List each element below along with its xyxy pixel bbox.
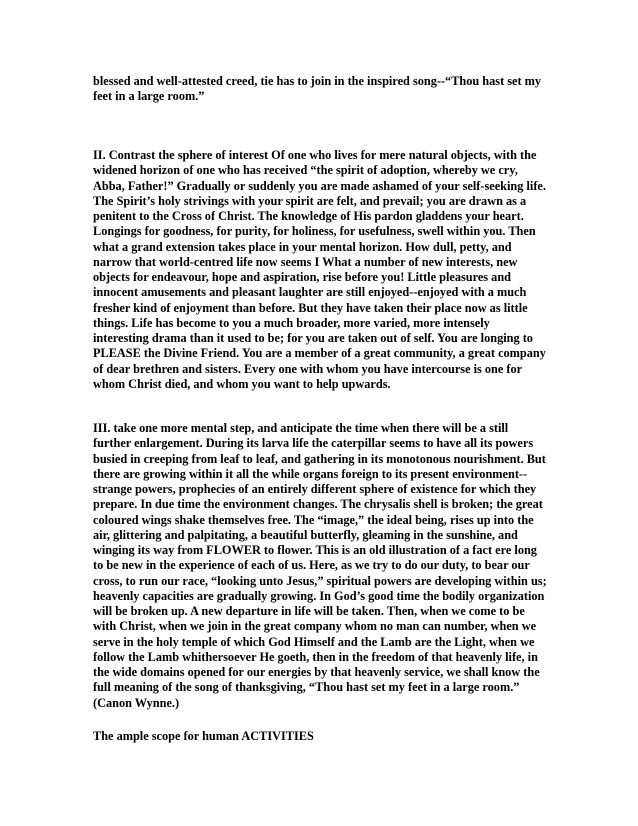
section-heading: The ample scope for human ACTIVITIES <box>93 729 314 743</box>
paragraph-section-iii: III. take one more mental step, and anticipate the time when there will be a still further enlargement. During its larva life the caterpillar seems to have all its powers busied in creeping from leaf to leaf, and gathering in its monotonous nourishment. But there are growing within it all the while organs foreign to its present environment--strange powers, prophecies of an entirely different sphere of existence for which they prepare. In due time the environment changes. The chrysalis shell is broken; the great coloured wings shake themselves free. The “image,” the ideal being, rises up into the air, glittering and palpitating, a beautiful butterfly, gleaming in the sunshine, and winging its way from FLOWER to flower. This is an old illustration of a fact ere long to be new in the experience of each of us. Here, as we try to do our duty, to bear our cross, to run our race, “looking unto Jesus,” spiritual powers are developing within us; heavenly capacities are gradually growing. In God’s good time the bodily organization will be broken up. A new departure in life will be taken. Then, when we come to be with Christ, when we join in the great company whom no man can number, when we serve in the holy temple of which God Himself and the Lamb are the Light, when we follow the Lamb whithersoever He goeth, then in the freedom of that heavenly life, in the wide domains opened for our energies by that heavenly service, we shall know the full meaning of the song of thanksgiving, “Thou hast set my feet in a large room.” (Canon Wynne.) <box>93 421 547 710</box>
paragraph-section-ii: II. Contrast the sphere of interest Of one who lives for mere natural objects, with the widened horizon of one who has received “the spirit of adoption, whereby we cry, Abba, Father!” Gradually or suddenly you are made ashamed of your self-seeking life. The Spirit’s holy strivings with your spirit are felt, and prevail; you are drawn as a penitent to the Cross of Christ. The knowledge of His pardon gladdens your heart. Longings for goodness, for purity, for holiness, for usefulness, swell within you. Then what a grand extension takes place in your mental horizon. How dull, petty, and narrow that world-centred life now seems I What a number of new interests, new objects for endeavour, hope and aspiration, rise before you! Little pleasures and innocent amusements and pleasant laughter are still enjoyed--enjoyed with a much fresher kind of enjoyment than before. But they have taken their place now as little things. Life has become to you a much broader, more varied, more intensely interesting drama than it used to be; for you are taken out of self. You are longing to PLEASE the Divine Friend. You are a member of a great community, a great company of dear brethren and sisters. Every one with whom you have intercourse is one for whom Christ died, and whom you want to help upwards. <box>93 148 546 391</box>
paragraph-continuation: blessed and well-attested creed, tie has to join in the inspired song--“Thou hast set my feet in a large room.” <box>93 74 542 104</box>
